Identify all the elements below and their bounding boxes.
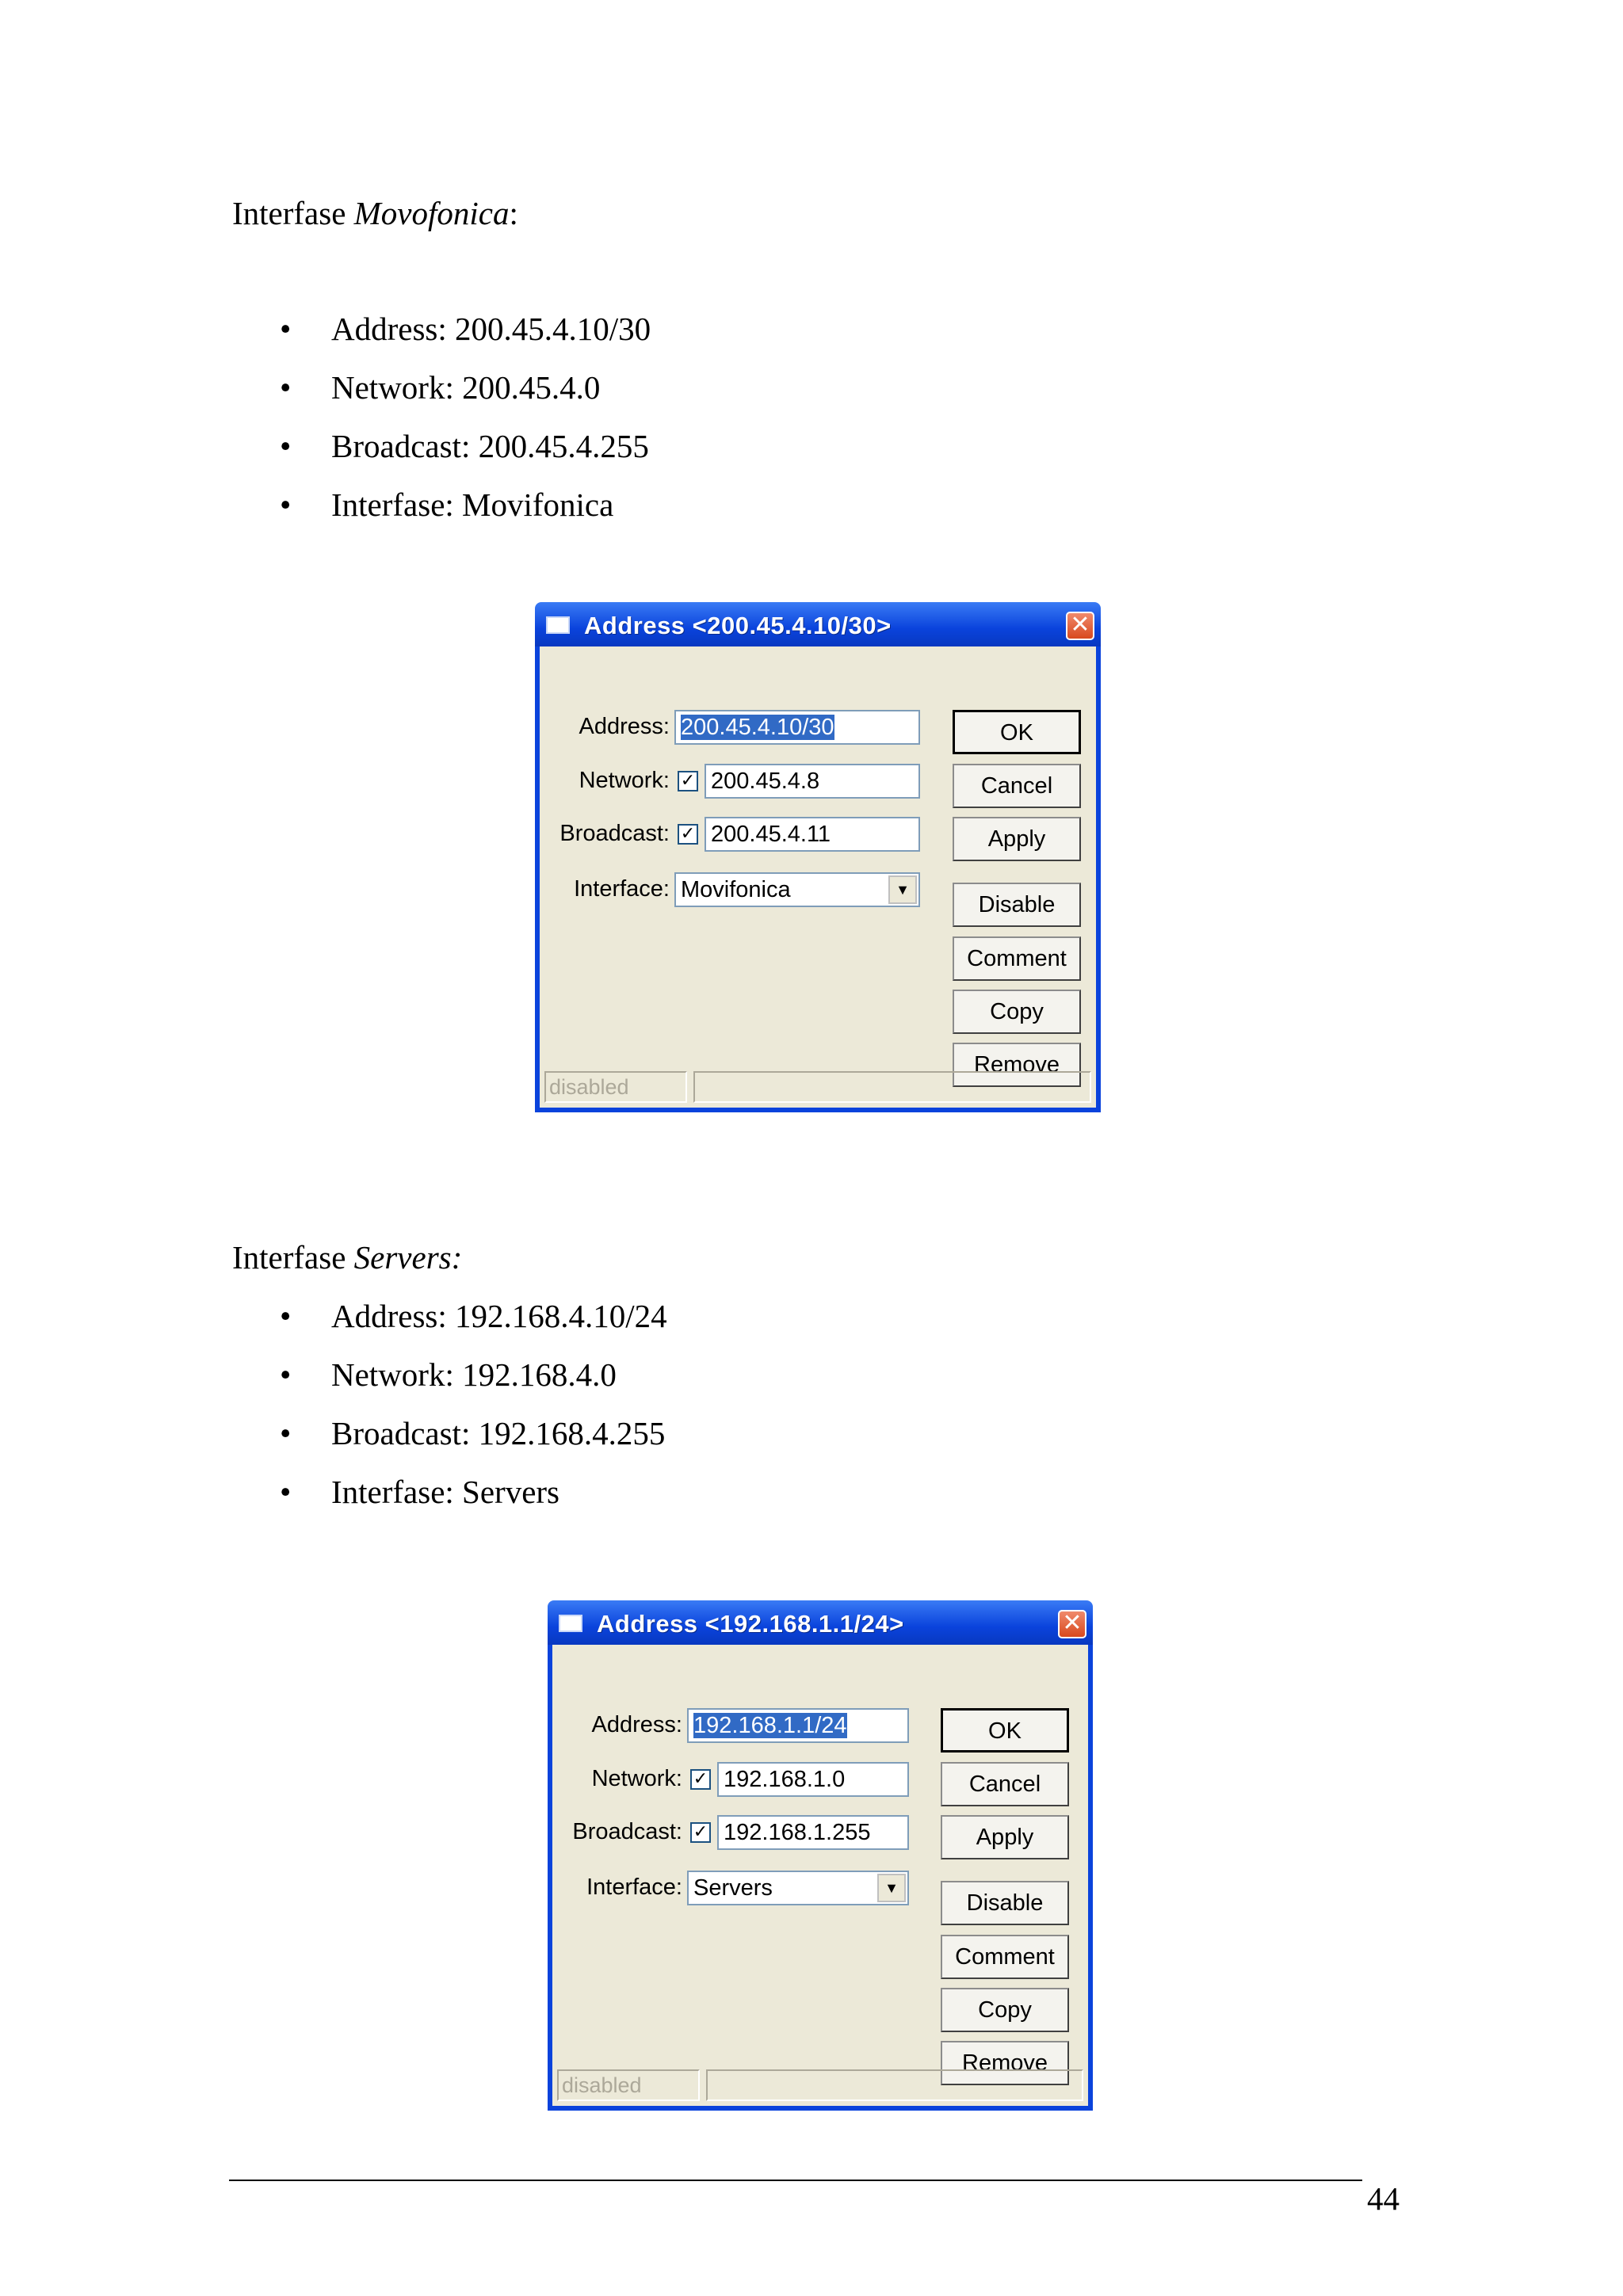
network-checkbox[interactable] (678, 771, 698, 791)
bullet-list-movofonica (280, 309, 651, 543)
network-input[interactable] (705, 764, 920, 799)
close-icon: ✕ (1062, 1610, 1083, 1636)
network-label: Network: (579, 768, 670, 793)
list-item-text: Network: 200.45.4.0 (331, 369, 601, 406)
list-item-text: Network: 192.168.4.0 (331, 1356, 617, 1393)
status-bar (557, 2069, 1083, 2101)
disable-button[interactable]: Disable (941, 1881, 1069, 1925)
remove-button[interactable]: Remove (953, 1043, 1081, 1087)
network-label: Network: (591, 1766, 682, 1791)
address-dialog-servers (548, 1600, 1093, 2111)
list-item (280, 1413, 667, 1472)
close-icon: ✕ (1070, 612, 1090, 638)
broadcast-checkbox[interactable] (690, 1822, 711, 1843)
address-value: 192.168.1.1/24 (693, 1713, 847, 1738)
bullet-icon: • (280, 1415, 292, 1451)
comment-button[interactable]: Comment (953, 936, 1081, 981)
broadcast-value: 192.168.1.255 (724, 1820, 871, 1845)
list-item (280, 426, 651, 485)
address-input[interactable] (674, 710, 920, 745)
copy-button[interactable]: Copy (941, 1988, 1069, 2032)
remove-button[interactable]: Remove (941, 2041, 1069, 2085)
dialog-body (552, 1645, 1088, 2106)
bullet-icon: • (280, 486, 292, 523)
list-item (280, 1472, 667, 1531)
network-input[interactable] (717, 1762, 909, 1797)
check-icon: ✓ (680, 770, 696, 790)
cancel-button[interactable]: Cancel (953, 764, 1081, 808)
copy-button[interactable]: Copy (953, 990, 1081, 1034)
status-text: disabled (544, 1071, 687, 1103)
close-button[interactable] (1066, 612, 1094, 640)
status-cell (693, 1071, 1091, 1103)
close-button[interactable] (1058, 1610, 1086, 1638)
bullet-icon: • (280, 1356, 292, 1393)
dialog-titlebar[interactable] (548, 1600, 1093, 1645)
window-icon (546, 616, 570, 634)
apply-button[interactable]: Apply (953, 817, 1081, 861)
interface-label: Interface: (574, 876, 670, 902)
list-item-text: Broadcast: 200.45.4.255 (331, 428, 649, 464)
list-item (280, 1355, 667, 1413)
list-item-text: Address: 192.168.4.10/24 (331, 1298, 667, 1334)
list-item-text: Interfase: Servers (331, 1474, 560, 1510)
broadcast-checkbox[interactable] (678, 824, 698, 845)
heading-suffix: : (509, 195, 518, 231)
bullet-list-servers (280, 1296, 667, 1531)
interface-value: Movifonica (681, 877, 791, 902)
ok-button[interactable]: OK (953, 710, 1081, 754)
list-item-text: Address: 200.45.4.10/30 (331, 311, 651, 347)
interface-label: Interface: (586, 1875, 682, 1900)
disable-button[interactable]: Disable (953, 883, 1081, 927)
list-item (280, 309, 651, 368)
list-item (280, 368, 651, 426)
bullet-icon: • (280, 369, 292, 406)
list-item (280, 485, 651, 543)
status-text: disabled (557, 2069, 700, 2101)
apply-button[interactable]: Apply (941, 1815, 1069, 1859)
dialog-body (540, 646, 1096, 1108)
status-bar (544, 1071, 1091, 1103)
section-heading-servers (232, 1238, 462, 1277)
interface-select[interactable] (674, 872, 920, 907)
section-heading-movofonica (232, 193, 518, 233)
network-checkbox[interactable] (690, 1769, 711, 1790)
network-value: 192.168.1.0 (724, 1767, 846, 1792)
bullet-icon: • (280, 311, 292, 347)
heading-prefix: Interfase (232, 1239, 354, 1276)
address-label: Address: (579, 714, 670, 739)
list-item (280, 1296, 667, 1355)
footer-rule (229, 2180, 1362, 2181)
chevron-down-icon[interactable]: ▼ (888, 875, 917, 904)
dialog-title: Address <200.45.4.10/30> (584, 612, 892, 639)
interface-select[interactable] (687, 1871, 909, 1905)
address-input[interactable] (687, 1708, 909, 1743)
address-dialog-movofonica (535, 602, 1101, 1112)
list-item-text: Interfase: Movifonica (331, 486, 614, 523)
ok-button[interactable]: OK (941, 1708, 1069, 1753)
broadcast-value: 200.45.4.11 (711, 822, 831, 847)
chevron-down-icon[interactable]: ▼ (877, 1874, 906, 1902)
broadcast-label: Broadcast: (559, 821, 670, 846)
address-value: 200.45.4.10/30 (681, 715, 834, 740)
broadcast-input[interactable] (717, 1815, 909, 1850)
check-icon: ✓ (693, 1768, 708, 1788)
bullet-icon: • (280, 1474, 292, 1510)
check-icon: ✓ (693, 1821, 708, 1841)
dialog-titlebar[interactable] (535, 602, 1101, 646)
interface-value: Servers (693, 1875, 773, 1901)
network-value: 200.45.4.8 (711, 769, 820, 794)
comment-button[interactable]: Comment (941, 1935, 1069, 1979)
dialog-title: Address <192.168.1.1/24> (597, 1610, 904, 1638)
broadcast-input[interactable] (705, 817, 920, 852)
heading-italic: Movofonica (353, 195, 510, 231)
broadcast-label: Broadcast: (572, 1819, 682, 1844)
status-cell (706, 2069, 1083, 2101)
heading-prefix: Interfase (232, 195, 354, 231)
heading-italic: Servers: (353, 1239, 463, 1276)
page-number: 44 (1367, 2180, 1400, 2217)
cancel-button[interactable]: Cancel (941, 1762, 1069, 1806)
address-label: Address: (591, 1712, 682, 1737)
bullet-icon: • (280, 428, 292, 464)
check-icon: ✓ (680, 823, 696, 843)
bullet-icon: • (280, 1298, 292, 1334)
list-item-text: Broadcast: 192.168.4.255 (331, 1415, 666, 1451)
window-icon (559, 1615, 582, 1632)
